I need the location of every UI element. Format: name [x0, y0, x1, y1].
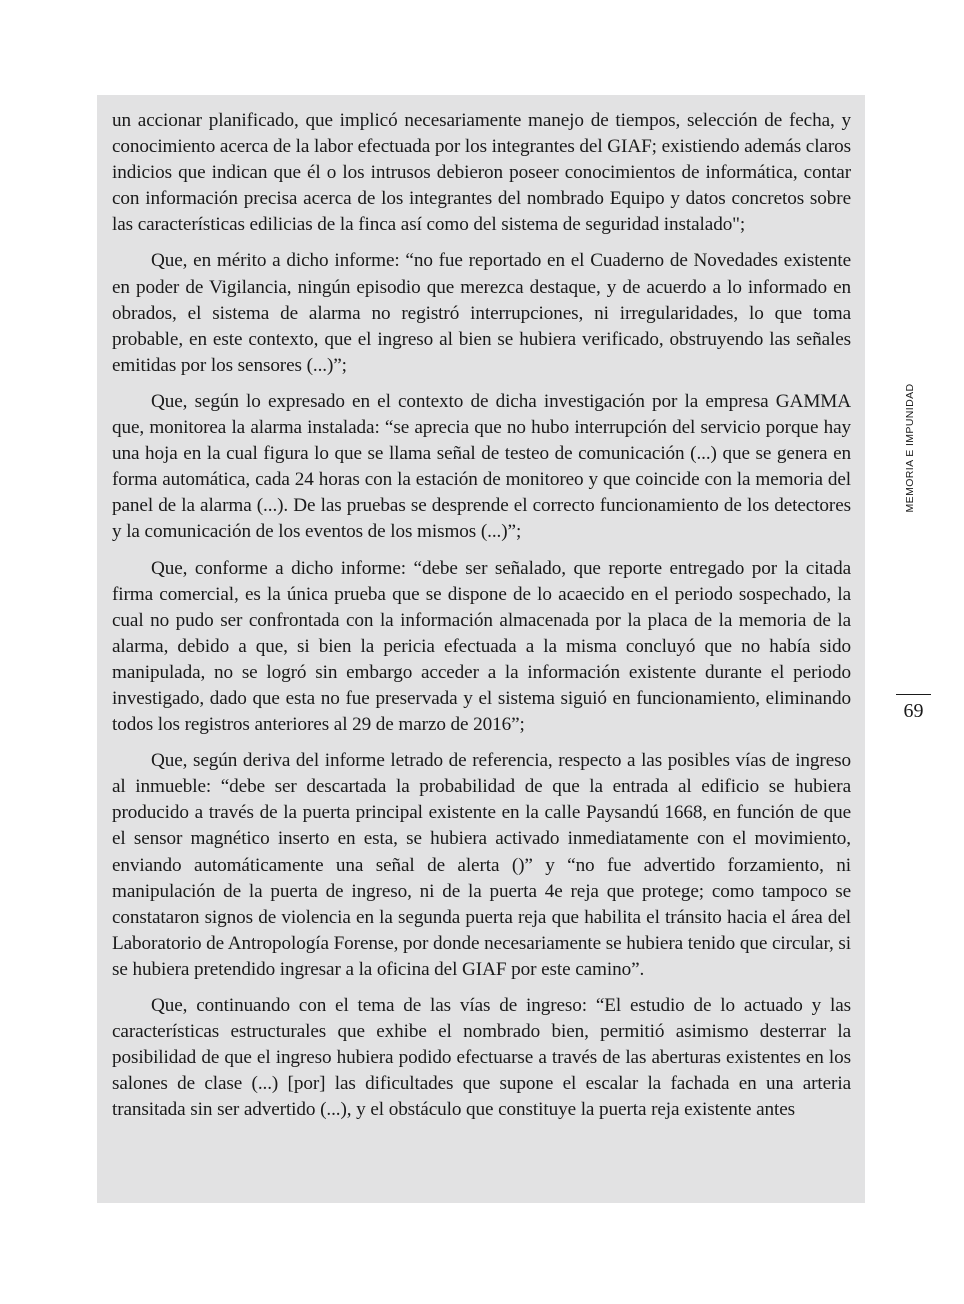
page-number-rule [896, 694, 931, 695]
running-head-text: MEMORIA E IMPUNIDAD [904, 383, 916, 513]
paragraph-4: Que, conforme a dicho informe: “debe ser señalado, que reporte entregado por la citada firma comercial, es la única prueba que se dispone de lo acaecido en el periodo sospechado, la cual no pudo ser confrontada con la información almacenada por la placa de la memoria de la alarma, debido a que, si bien la pericia efectuada a la misma concluyó que no había sido manipulada, no se logró sin embargo acceder a la información existente durante el periodo investigado, dado que esta no fue preservada y el sistema siguió en funcionamiento, eliminando todos los registros anteriores al 29 de marzo de 2016”; [112, 557, 851, 736]
quoted-text-box [97, 95, 865, 1203]
paragraph-2: Que, en mérito a dicho informe: “no fue reportado en el Cuaderno de Novedades existente en poder de Vigilancia, ningún episodio que merezca destaque, y de acuerdo a lo informado en obrados, el sistema de alarma no registró interrupciones, ni irregularidades, lo que toma probable, en este contexto, que el ingreso al bien se hubiera verificado, obstruyendo las señales emitidas por los sensores (...)”; [112, 250, 851, 376]
paragraph-3: Que, según lo expresado en el contexto de dicha investigación por la empresa GAMMA que, monitorea la alarma instalada: “se aprecia que no hubo interrupción del servicio porque hay una hoja en la cual figura lo que se llama señal de testeo de comunicación (...) que se genera en forma automática, cada 24 horas con la estación de monitoreo y que coincide con la memoria del panel de la alarma (...). De las pruebas se desprende el correcto funcionamiento de los detectores y la comunicación de los eventos de los mismos (...)”; [112, 390, 851, 543]
paragraph-1: un accionar planificado, que implicó necesariamente manejo de tiempos, selección de fecha, y conocimiento acerca de la labor efectuada por los integrantes del GIAF; existiendo además claros indicios que indican que él o los intrusos debieron poseer conocimientos de informática, contar con información precisa acerca de los integrantes del nombrado Equipo y datos concretos sobre las características edilicias de la finca así como del sistema de seguridad instalado"; [112, 110, 851, 236]
paragraph-5: Que, según deriva del informe letrado de referencia, respecto a las posibles vías de ingreso al inmueble: “debe ser descartada la probabilidad de que la entrada al edificio se hubiera producido a través de la puerta principal existente en la calle Paysandú 1668, en función de que el sensor magnético inserto en esta, se hubiera activado inmediatamente con el movimiento, enviando automáticamente una señal de alerta ()” y “no fue advertido forzamiento, ni manipulación de la puerta de ingreso, ni de la puerta 4e reja que protege; como tampoco se constataron signos de violencia en la segunda puerta reja que habilita el tránsito hacia el área del Laboratorio de Antropología Forense, por donde necesariamente se hubiera tenido que circular, si se hubiera pretendido ingresar a la oficina del GIAF por este camino”. [112, 750, 851, 980]
running-head [870, 373, 950, 523]
page-number: 69 [903, 700, 924, 722]
paragraph-6: Que, continuando con el tema de las vías de ingreso: “El estudio de lo actuado y las características estructurales que exhibe el nombrado bien, permitió asimismo desterrar la posibilidad de que el ingreso hubiera podido efectuarse a través de las aberturas existentes en los salones de clase (...) [por] las dificultades que supone el escalar la fachada en una arteria transitada sin ser advertido (...), y el obstáculo que constituye la puerta reja existente antes [112, 995, 851, 1121]
